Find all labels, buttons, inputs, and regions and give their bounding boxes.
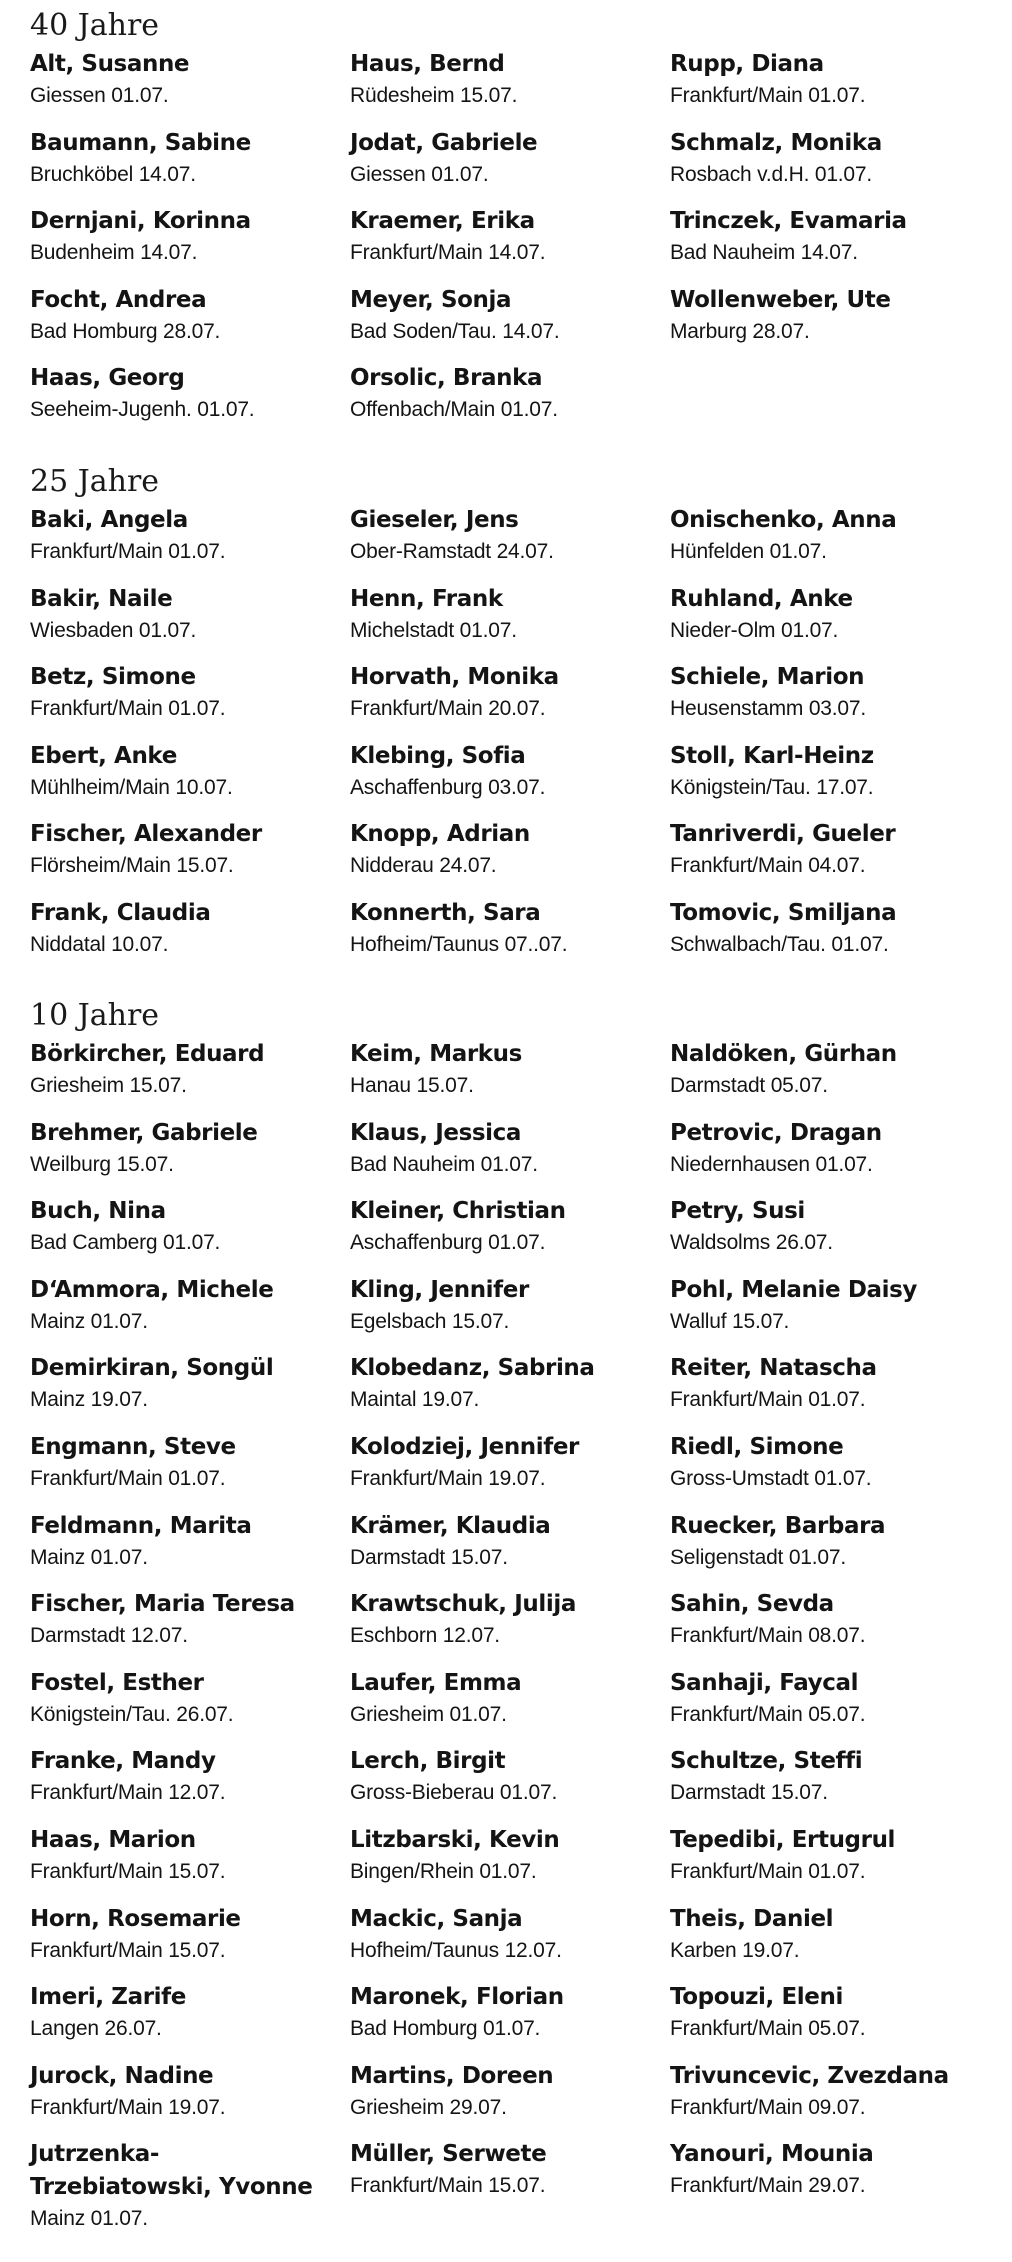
place-date: Giessen 01.07. (30, 84, 169, 107)
list-item (30, 127, 350, 206)
list-item (350, 1431, 670, 1510)
person-name: Keim, Markus (350, 1041, 522, 1067)
list-item (670, 127, 990, 206)
list-item (30, 740, 350, 819)
person-name: Horvath, Monika (350, 664, 559, 691)
list-item (350, 583, 670, 662)
person-name: Müller, Serwete (350, 2141, 547, 2168)
list-item (30, 897, 350, 976)
person-name: Onischenko, Anna (670, 507, 897, 533)
place-date: Frankfurt/Main 01.07. (30, 697, 226, 721)
place-date: Gross-Bieberau 01.07. (350, 1781, 558, 1805)
list-item (30, 1352, 350, 1431)
place-date: Mainz 19.07. (30, 1388, 148, 1412)
place-date: Frankfurt/Main 12.07. (30, 1781, 226, 1805)
list-item (670, 2060, 990, 2139)
person-name: Kling, Jennifer (350, 1276, 529, 1303)
place-date: Seligenstadt 01.07. (670, 1545, 847, 1569)
section-25-jahre (30, 464, 990, 976)
place-date: Ober-Ramstadt 24.07. (350, 540, 554, 563)
place-date: Frankfurt/Main 09.07. (670, 2095, 866, 2119)
person-name: Meyer, Sonja (350, 286, 512, 313)
person-name: Riedl, Simone (670, 1433, 844, 1460)
place-date: Bad Homburg 28.07. (30, 319, 221, 343)
person-name: Stoll, Karl-Heinz (670, 742, 874, 769)
place-date: Frankfurt/Main 05.07. (670, 1702, 866, 1726)
person-name: Henn, Frank (350, 585, 503, 612)
list-item (350, 2138, 670, 2217)
place-date: Bingen/Rhein 01.07. (350, 1859, 537, 1883)
person-name: Brehmer, Gabriele (30, 1119, 258, 1146)
list-item (670, 1352, 990, 1431)
person-name: Betz, Simone (30, 664, 196, 691)
place-date: Giessen 01.07. (350, 162, 489, 186)
list-item (670, 1117, 990, 1196)
person-name: Jutrzenka-Trzebiatowski, Yvonne (30, 2141, 313, 2201)
person-name: Sanhaji, Faycal (670, 1669, 859, 1696)
person-name: Knopp, Adrian (350, 821, 530, 848)
person-name: Ruhland, Anke (670, 585, 853, 612)
list-item (30, 1274, 350, 1353)
place-date: Wiesbaden 01.07. (30, 618, 197, 642)
place-date: Frankfurt/Main 15.07. (350, 2174, 546, 2198)
place-date: Hofheim/Taunus 12.07. (350, 1938, 562, 1962)
list-item (30, 1510, 350, 1589)
person-name: Petrovic, Dragan (670, 1119, 882, 1146)
place-date: Königstein/Tau. 17.07. (670, 775, 874, 799)
list-item (350, 740, 670, 819)
list-item (670, 1038, 990, 1117)
section-title: 10 Jahre (30, 998, 160, 1033)
person-name: Konnerth, Sara (350, 899, 541, 926)
list-item (30, 504, 350, 583)
person-name: Krawtschuk, Julija (350, 1591, 576, 1618)
list-item (670, 1824, 990, 1903)
list-item (670, 1510, 990, 1589)
place-date: Langen 26.07. (30, 2017, 162, 2041)
place-date: Heusenstamm 03.07. (670, 697, 867, 721)
person-name: Tepedibi, Ertugrul (670, 1826, 896, 1853)
person-name: Reiter, Natascha (670, 1355, 877, 1382)
person-name: Engmann, Steve (30, 1433, 236, 1460)
list-item (30, 1588, 350, 1667)
person-name: Klobedanz, Sabrina (350, 1355, 595, 1382)
list-item (30, 1745, 350, 1824)
person-name: Demirkiran, Songül (30, 1355, 274, 1382)
list-item (30, 1117, 350, 1196)
place-date: Bad Camberg 01.07. (30, 1231, 221, 1255)
list-item (30, 362, 350, 441)
list-item (670, 205, 990, 284)
list-item (30, 284, 350, 363)
place-date: Flörsheim/Main 15.07. (30, 854, 234, 878)
list-item (670, 1431, 990, 1510)
person-name: Haas, Georg (30, 365, 185, 392)
person-name: Laufer, Emma (350, 1669, 522, 1696)
person-name: Kraemer, Erika (350, 208, 535, 235)
list-item (350, 818, 670, 897)
list-item (670, 661, 990, 740)
person-name: Litzbarski, Kevin (350, 1826, 560, 1853)
place-date: Frankfurt/Main 08.07. (670, 1624, 866, 1648)
person-name: Focht, Andrea (30, 286, 207, 313)
place-date: Hünfelden 01.07. (670, 540, 827, 563)
person-name: Klaus, Jessica (350, 1119, 522, 1146)
person-name: Baumann, Sabine (30, 129, 251, 156)
place-date: Mainz 01.07. (30, 1309, 148, 1333)
place-date: Frankfurt/Main 15.07. (30, 1859, 226, 1883)
person-name: Haas, Marion (30, 1826, 196, 1853)
list-item (30, 1431, 350, 1510)
place-date: Weilburg 15.07. (30, 1152, 174, 1176)
list-item (350, 1981, 670, 2060)
list-item (350, 1745, 670, 1824)
list-item (30, 2138, 350, 2231)
person-name: Gieseler, Jens (350, 507, 519, 533)
list-item (670, 583, 990, 662)
list-item (670, 2138, 990, 2217)
person-name: Naldöken, Gürhan (670, 1041, 897, 1067)
place-date: Frankfurt/Main 01.07. (30, 540, 226, 563)
list-item (670, 504, 990, 583)
person-name: Lerch, Birgit (350, 1748, 506, 1775)
person-name: Theis, Daniel (670, 1905, 834, 1932)
person-name: Schultze, Steffi (670, 1748, 863, 1775)
place-date: Bad Homburg 01.07. (350, 2017, 541, 2041)
place-date: Michelstadt 01.07. (350, 618, 517, 642)
person-name: Fischer, Alexander (30, 821, 262, 848)
list-item (350, 1352, 670, 1431)
list-item (350, 1588, 670, 1667)
place-date: Waldsolms 26.07. (670, 1231, 833, 1255)
list-item (670, 1981, 990, 2060)
place-date: Hanau 15.07. (350, 1074, 474, 1097)
place-date: Frankfurt/Main 29.07. (670, 2174, 866, 2198)
person-name: Frank, Claudia (30, 899, 211, 926)
place-date: Frankfurt/Main 01.07. (670, 84, 866, 107)
place-date: Karben 19.07. (670, 1938, 800, 1962)
list-item (350, 1117, 670, 1196)
place-date: Bruchköbel 14.07. (30, 162, 196, 186)
place-date: Aschaffenburg 03.07. (350, 775, 546, 799)
person-name: Feldmann, Marita (30, 1512, 252, 1539)
person-name: Fischer, Maria Teresa (30, 1591, 295, 1618)
list-item (30, 2060, 350, 2139)
list-item (350, 127, 670, 206)
list-item (30, 1038, 350, 1117)
list-item (350, 504, 670, 583)
place-date: Budenheim 14.07. (30, 241, 198, 265)
place-date: Frankfurt/Main 01.07. (670, 1859, 866, 1883)
list-item (350, 1824, 670, 1903)
person-name: Ebert, Anke (30, 742, 177, 769)
list-item (670, 284, 990, 363)
list-item (350, 362, 670, 441)
list-item (30, 1824, 350, 1903)
list-item (350, 1274, 670, 1353)
place-date: Rüdesheim 15.07. (350, 84, 518, 107)
list-item (670, 897, 990, 976)
section-40-jahre (30, 8, 990, 441)
place-date: Seeheim-Jugenh. 01.07. (30, 398, 255, 422)
place-date: Frankfurt/Main 05.07. (670, 2017, 866, 2041)
entries-grid (30, 504, 990, 976)
section-10-jahre (30, 998, 990, 2231)
place-date: Frankfurt/Main 19.07. (30, 2095, 226, 2119)
person-name: Fostel, Esther (30, 1669, 204, 1696)
person-name: Tanriverdi, Gueler (670, 821, 896, 848)
person-name: Jodat, Gabriele (350, 129, 538, 156)
list-item (30, 1903, 350, 1982)
place-date: Mainz 01.07. (30, 2207, 148, 2231)
place-date: Walluf 15.07. (670, 1309, 790, 1333)
place-date: Gross-Umstadt 01.07. (670, 1466, 872, 1490)
list-item (350, 2060, 670, 2139)
place-date: Schwalbach/Tau. 01.07. (670, 932, 889, 956)
list-item (30, 205, 350, 284)
person-name: Alt, Susanne (30, 51, 190, 77)
place-date: Frankfurt/Main 04.07. (670, 854, 866, 878)
place-date: Darmstadt 15.07. (350, 1545, 508, 1569)
place-date: Bad Nauheim 01.07. (350, 1152, 538, 1176)
list-item (350, 1667, 670, 1746)
person-name: Petry, Susi (670, 1198, 805, 1225)
place-date: Aschaffenburg 01.07. (350, 1231, 546, 1255)
list-item (350, 1038, 670, 1117)
list-item (670, 740, 990, 819)
place-date: Mühlheim/Main 10.07. (30, 775, 233, 799)
place-date: Griesheim 29.07. (350, 2095, 507, 2119)
person-name: Dernjani, Korinna (30, 208, 251, 235)
place-date: Griesheim 15.07. (30, 1074, 187, 1097)
list-item (350, 48, 670, 127)
person-name: Bakir, Naile (30, 585, 173, 612)
list-item (350, 1510, 670, 1589)
person-name: Franke, Mandy (30, 1748, 216, 1775)
section-title: 40 Jahre (30, 8, 160, 43)
person-name: Kleiner, Christian (350, 1198, 566, 1225)
list-item (350, 284, 670, 363)
place-date: Darmstadt 15.07. (670, 1781, 828, 1805)
person-name: Sahin, Sevda (670, 1591, 834, 1618)
place-date: Griesheim 01.07. (350, 1702, 507, 1726)
person-name: Pohl, Melanie Daisy (670, 1276, 917, 1303)
person-name: Rupp, Diana (670, 51, 824, 77)
person-name: Trivuncevic, Zvezdana (670, 2062, 949, 2089)
person-name: Schiele, Marion (670, 664, 865, 691)
place-date: Frankfurt/Main 20.07. (350, 697, 546, 721)
list-item (670, 1588, 990, 1667)
person-name: Buch, Nina (30, 1198, 166, 1225)
place-date: Frankfurt/Main 01.07. (30, 1466, 226, 1490)
place-date: Frankfurt/Main 01.07. (670, 1388, 866, 1412)
person-name: Yanouri, Mounia (670, 2141, 874, 2168)
list-item (350, 661, 670, 740)
place-date: Mainz 01.07. (30, 1545, 148, 1569)
place-date: Rosbach v.d.H. 01.07. (670, 162, 873, 186)
person-name: Kolodziej, Jennifer (350, 1433, 580, 1460)
place-date: Bad Soden/Tau. 14.07. (350, 319, 560, 343)
list-item (30, 1195, 350, 1274)
list-item (350, 897, 670, 976)
place-date: Bad Nauheim 14.07. (670, 241, 858, 265)
person-name: Martins, Doreen (350, 2062, 554, 2089)
person-name: Trinczek, Evamaria (670, 208, 907, 235)
place-date: Frankfurt/Main 19.07. (350, 1466, 546, 1490)
person-name: Klebing, Sofia (350, 742, 526, 769)
list-item (350, 205, 670, 284)
place-date: Darmstadt 05.07. (670, 1074, 828, 1097)
person-name: Schmalz, Monika (670, 129, 882, 156)
list-item (30, 48, 350, 127)
person-name: Mackic, Sanja (350, 1905, 523, 1932)
place-date: Eschborn 12.07. (350, 1624, 500, 1648)
place-date: Frankfurt/Main 15.07. (30, 1938, 226, 1962)
person-name: Haus, Bernd (350, 51, 505, 77)
person-name: Tomovic, Smiljana (670, 899, 897, 926)
person-name: Krämer, Klaudia (350, 1512, 551, 1539)
person-name: Orsolic, Branka (350, 365, 543, 392)
list-item (30, 1667, 350, 1746)
person-name: Imeri, Zarife (30, 1984, 186, 2011)
section-title: 25 Jahre (30, 464, 160, 499)
place-date: Darmstadt 12.07. (30, 1624, 188, 1648)
place-date: Nidderau 24.07. (350, 854, 497, 878)
person-name: Jurock, Nadine (30, 2062, 214, 2089)
entries-grid (30, 1038, 990, 2231)
list-item (350, 1195, 670, 1274)
person-name: Baki, Angela (30, 507, 188, 533)
place-date: Hofheim/Taunus 07..07. (350, 932, 568, 956)
place-date: Nieder-Olm 01.07. (670, 618, 839, 642)
place-date: Marburg 28.07. (670, 319, 810, 343)
person-name: Maronek, Florian (350, 1984, 564, 2011)
list-item (350, 1903, 670, 1982)
place-date: Königstein/Tau. 26.07. (30, 1702, 234, 1726)
person-name: Ruecker, Barbara (670, 1512, 886, 1539)
person-name: Topouzi, Eleni (670, 1984, 843, 2011)
list-item (30, 661, 350, 740)
place-date: Maintal 19.07. (350, 1388, 480, 1412)
place-date: Niddatal 10.07. (30, 932, 169, 956)
place-date: Egelsbach 15.07. (350, 1309, 510, 1333)
person-name: Wollenweber, Ute (670, 286, 891, 313)
list-item (670, 1195, 990, 1274)
list-item (30, 1981, 350, 2060)
person-name: D‘Ammora, Michele (30, 1276, 274, 1303)
person-name: Horn, Rosemarie (30, 1905, 241, 1932)
place-date: Niedernhausen 01.07. (670, 1152, 873, 1176)
place-date: Frankfurt/Main 14.07. (350, 241, 546, 265)
list-item (670, 1274, 990, 1353)
list-item (670, 1745, 990, 1824)
list-item (670, 48, 990, 127)
place-date: Offenbach/Main 01.07. (350, 398, 558, 422)
list-item (670, 1903, 990, 1982)
list-item (670, 818, 990, 897)
person-name: Börkircher, Eduard (30, 1041, 265, 1067)
list-item (30, 818, 350, 897)
list-item (30, 583, 350, 662)
list-item (670, 1667, 990, 1746)
entries-grid (30, 48, 990, 441)
